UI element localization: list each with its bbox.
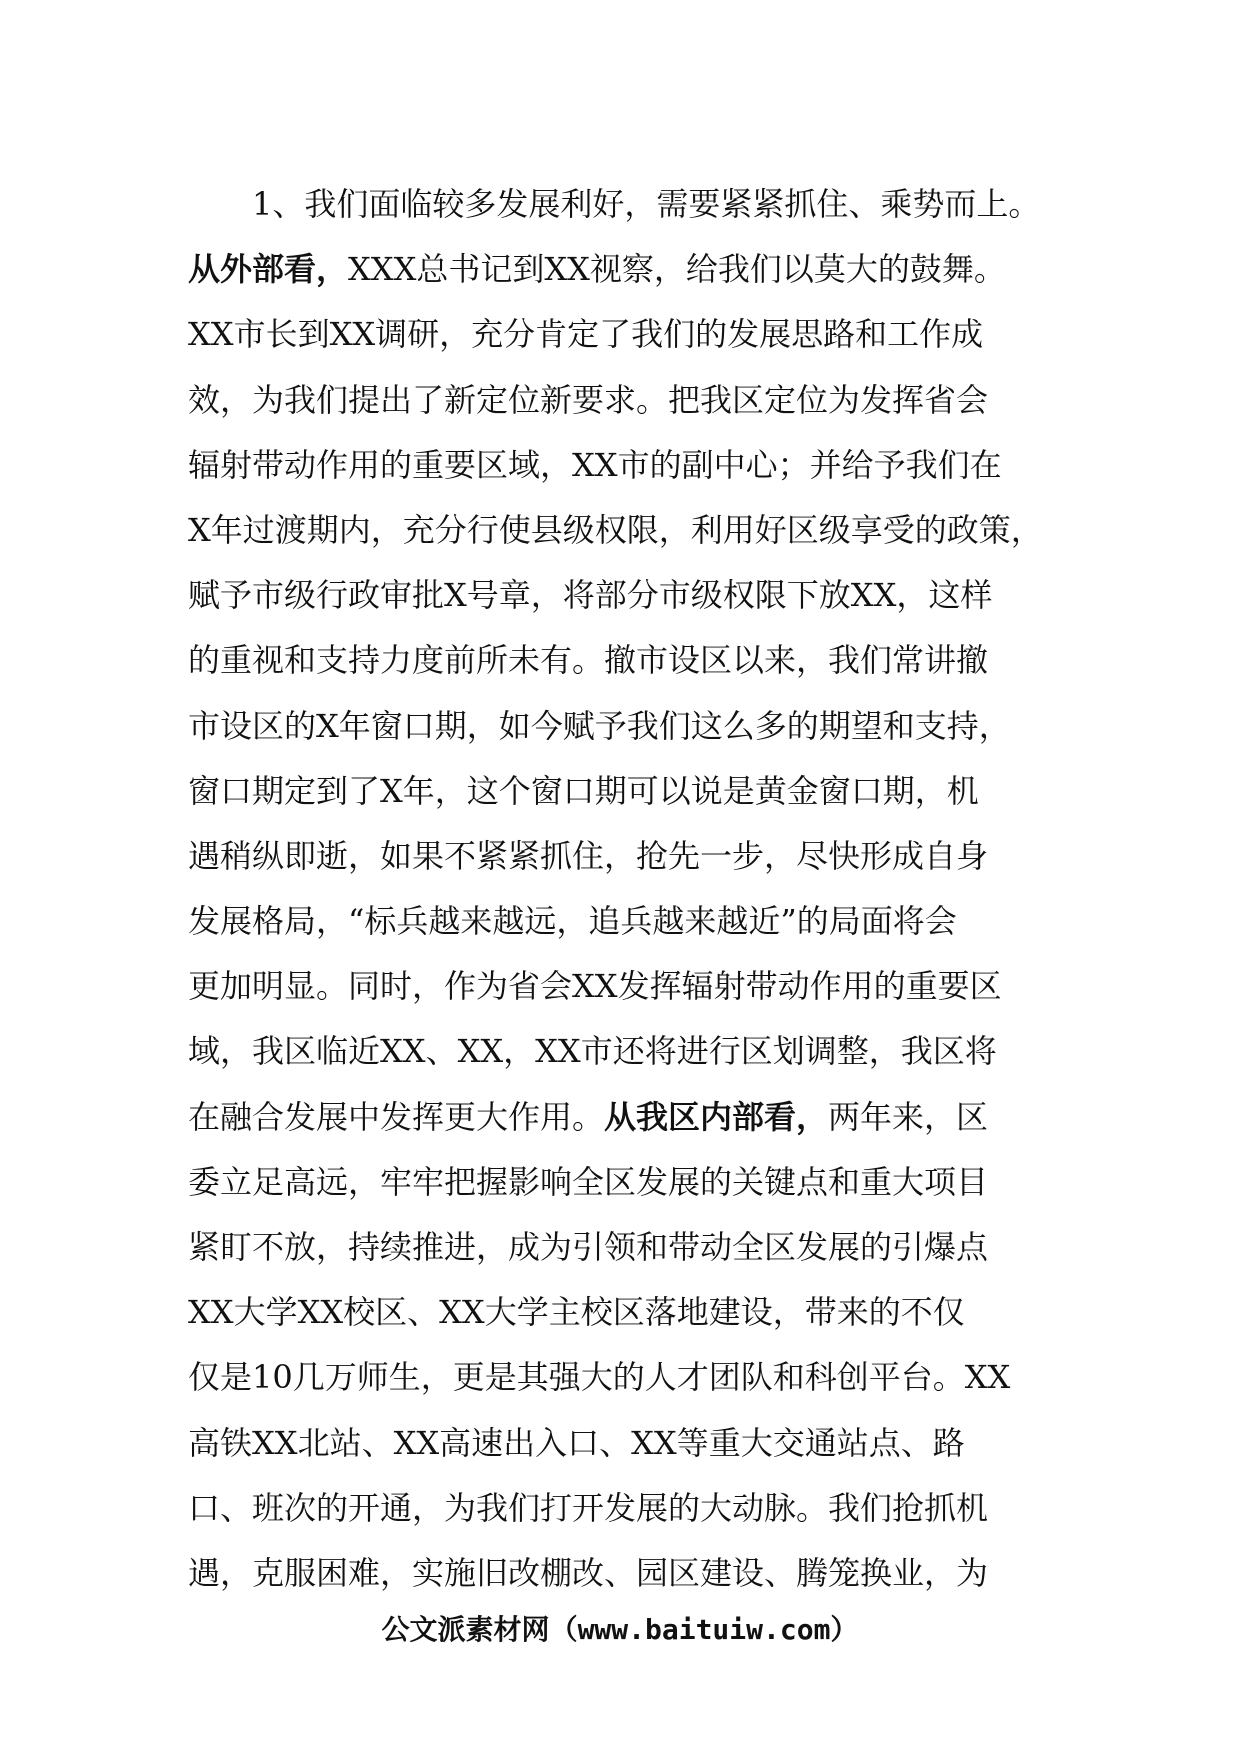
line-text: 高铁XX北站、XX高速出入口、XX等重大交通站点、路 — [188, 1423, 965, 1462]
paragraph-line — [188, 1019, 1088, 1084]
line-text: 更加明显。同时，作为省会XX发挥辐射带动作用的重要区 — [188, 967, 1002, 1006]
line-text: XX市长到XX调研，充分肯定了我们的发展思路和工作成 — [188, 315, 984, 354]
paragraph-line — [188, 237, 1088, 302]
footer-url: （www.baituiw.com） — [549, 1613, 859, 1646]
line-text: 遇稍纵即逝，如果不紧紧抓住，抢先一步，尽快形成自身 — [188, 836, 989, 875]
paragraph-line — [188, 628, 1088, 693]
paragraph-line — [188, 1476, 1088, 1541]
line-text: 仅是10几万师生，更是其强大的人才团队和科创平台。XX — [188, 1358, 1011, 1397]
paragraph-line — [188, 759, 1088, 824]
line-text: 窗口期定到了X年，这个窗口期可以说是黄金窗口期，机 — [188, 771, 979, 810]
paragraph-line — [188, 1215, 1088, 1280]
line-text: 发展格局，“标兵越来越远，追兵越来越近”的局面将会 — [188, 902, 957, 941]
line-text: 的重视和支持力度前所未有。撤市设区以来，我们常讲撤 — [188, 641, 989, 680]
line-text: 遇，克服困难，实施旧改棚改、园区建设、腾笼换业，为 — [188, 1553, 989, 1592]
line-text: 紧盯不放，持续推进，成为引领和带动全区发展的引爆点 — [188, 1228, 989, 1266]
paragraph-line — [188, 824, 1088, 889]
paragraph-line — [188, 954, 1088, 1019]
paragraph-line — [188, 889, 1088, 954]
line-text: 域，我区临近XX、XX，XX市还将进行区划调整，我区将 — [188, 1032, 997, 1071]
paragraph-line — [188, 1345, 1088, 1410]
paragraph-line — [188, 1541, 1088, 1606]
paragraph-line — [188, 302, 1088, 367]
bold-heading-external: 从外部看， — [188, 250, 349, 289]
footer-site-name: 公文派素材网 — [381, 1613, 550, 1646]
line-text: 口、班次的开通，为我们打开发展的大动脉。我们抢抓机 — [188, 1488, 989, 1527]
line-text: X年过渡期内，充分行使县级权限，利用好区级享受的政策， — [188, 510, 1043, 549]
line-text: 两年来，区 — [828, 1097, 989, 1136]
paragraph-line — [188, 433, 1088, 498]
paragraph-line — [188, 172, 1088, 237]
line-text: 赋予市级行政审批X号章，将部分市级权限下放XX，这样 — [188, 576, 993, 615]
paragraph-line — [188, 1411, 1088, 1476]
line-text: XX大学XX校区、XX大学主校区落地建设，带来的不仅 — [188, 1293, 965, 1332]
bold-heading-internal: 从我区内部看， — [604, 1097, 829, 1136]
paragraph-line — [188, 563, 1088, 628]
footer-watermark — [0, 1612, 1240, 1648]
document-body — [188, 172, 1088, 1606]
paragraph-line — [188, 498, 1088, 563]
line-text: XXX总书记到XX视察，给我们以莫大的鼓舞。 — [348, 250, 1006, 289]
line-text: 1、我们面临较多发展利好，需要紧紧抓住、乘势而上。 — [252, 185, 1041, 223]
line-text: 效，为我们提出了新定位新要求。把我区定位为发挥省会 — [188, 380, 989, 419]
paragraph-line — [188, 1150, 1088, 1215]
line-text: 委立足高远，牢牢把握影响全区发展的关键点和重大项目 — [188, 1162, 989, 1201]
paragraph-line — [188, 694, 1088, 759]
paragraph-line — [188, 368, 1088, 433]
paragraph-line — [188, 1085, 1088, 1150]
line-text: 市设区的X年窗口期，如今赋予我们这么多的期望和支持， — [188, 706, 1011, 745]
paragraph-line — [188, 1280, 1088, 1345]
line-text: 在融合发展中发挥更大作用。 — [188, 1097, 605, 1136]
line-text: 辐射带动作用的重要区域，XX市的副中心；并给予我们在 — [188, 445, 1002, 484]
